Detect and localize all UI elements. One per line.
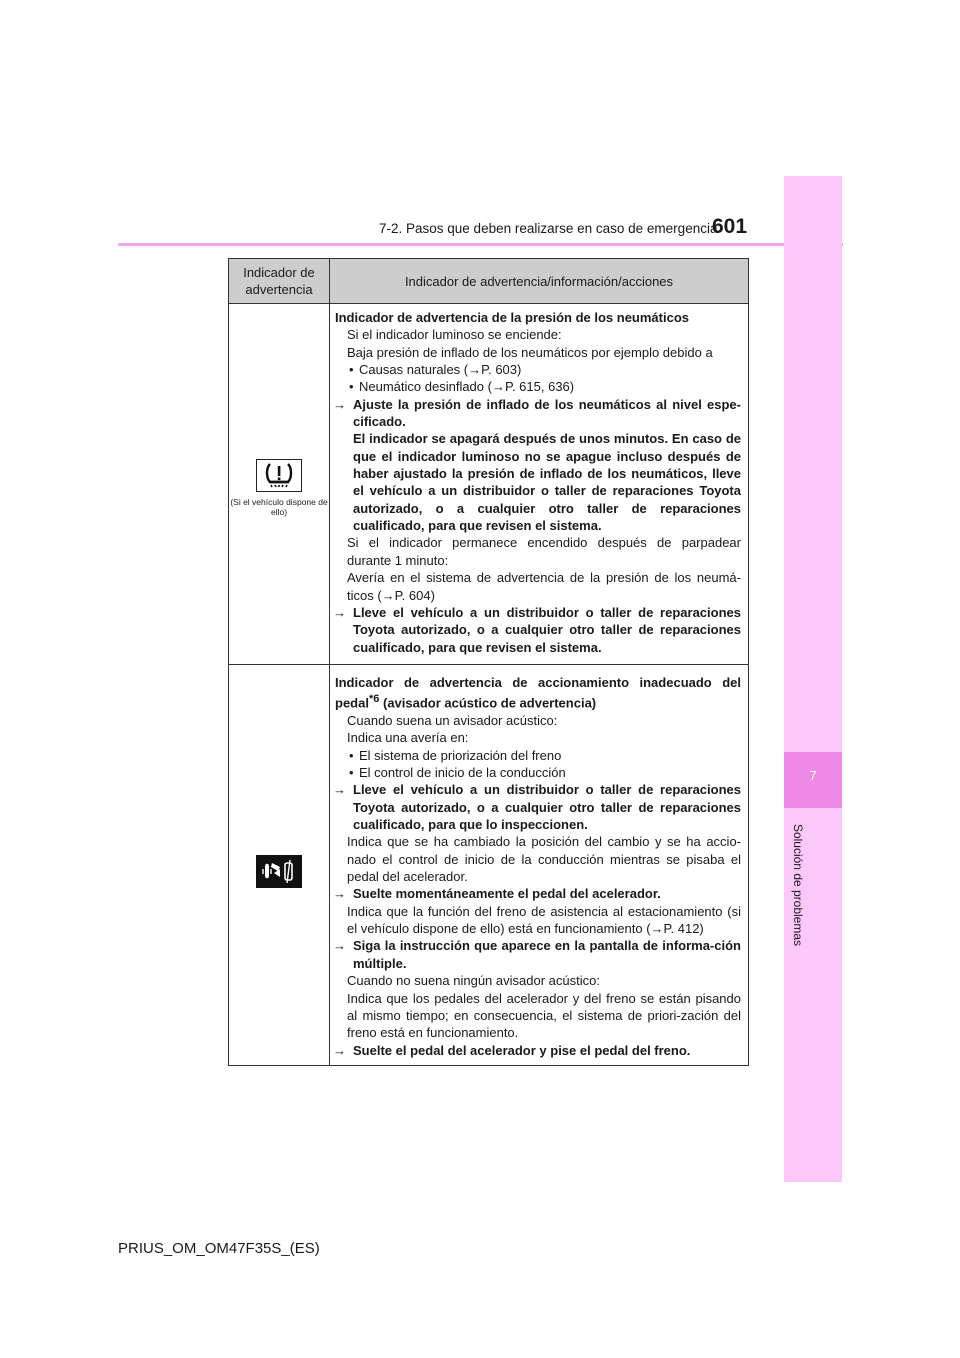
- row-1-bullet: • Neumático desinflado (→P. 615, 636): [347, 378, 741, 395]
- row-2-bullet: • El sistema de priorización del freno: [347, 747, 741, 764]
- tire-pressure-warning-icon: [256, 459, 302, 492]
- section-title: 7-2. Pasos que deben realizarse en caso de emergencia: [379, 221, 718, 236]
- col2-header: Indicador de advertencia/información/acciones: [404, 273, 674, 289]
- row-2-bullet: • El control de inicio de la conducción: [347, 764, 741, 781]
- header-rule: [118, 243, 843, 246]
- document-code: PRIUS_OM_OM47F35S_(ES): [118, 1240, 320, 1257]
- row-2-line: Indica una avería en:: [347, 730, 469, 746]
- row-1-line: Baja presión de inflado de los neumáticos por ejemplo debido a: [347, 344, 713, 360]
- chapter-number: 7: [809, 768, 817, 783]
- row-1-action-detail: El indicador se apagará después de unos minutos. En caso de que el indicador luminoso no se apague incluso después de haber ajustado la presión de inflado de los neumáticos, lleve el vehículo a un distribuidor o taller de reparaciones Toyota autorizado, o a cualquier otro taller de reparaciones cualificado, para que revisen el sistema.: [353, 431, 741, 534]
- row-2-description: [335, 674, 741, 1059]
- row-2-action: → Lleve el vehículo a un distribuidor o taller de reparaciones Toyota autorizado, o a cualquier otro taller de reparaciones cualificado, para que lo inspeccionen.: [335, 781, 741, 833]
- row-2-line: Indica que se ha cambiado la posición del cambio y se ha accio-nado el control de inicio de la conducción mientras se pisaba el pedal del acelerador.: [347, 834, 741, 885]
- row-1-action: → Ajuste la presión de inflado de los neumáticos al nivel espe-cificado.: [335, 396, 741, 431]
- row-2-line: Cuando no suena ningún avisador acústico:: [347, 973, 600, 989]
- row-divider: [229, 664, 748, 665]
- row-2-line: Indica que los pedales del acelerador y del freno se están pisando al mismo tiempo; en consecuencia, el sistema de priori-zación del freno está en funcionamiento.: [347, 990, 741, 1041]
- col1-header: Indicador de advertencia: [243, 265, 315, 297]
- row-2-line: Cuando suena un avisador acústico:: [347, 713, 558, 729]
- row-2-action: → Suelte el pedal del acelerador y pise el pedal del freno.: [335, 1042, 741, 1059]
- row-2-title: [335, 674, 741, 712]
- row-1-action: → Lleve el vehículo a un distribuidor o taller de reparaciones Toyota autorizado, o a cualquier otro taller de reparaciones cualificado, para que revisen el sistema.: [335, 604, 741, 656]
- chapter-label: Solución de problemas: [791, 823, 805, 947]
- table-header: [229, 259, 748, 304]
- row-1-title: Indicador de advertencia de la presión de los neumáticos: [335, 310, 689, 325]
- row-1-line: Si el indicador luminoso se enciende:: [347, 327, 562, 343]
- row-2-action: → Siga la instrucción que aparece en la pantalla de informa-ción múltiple.: [335, 937, 741, 972]
- chapter-tab: [784, 176, 842, 1182]
- row-1-line: Avería en el sistema de advertencia de la presión de los neumá-ticos (→P. 604): [347, 570, 741, 603]
- row-1-bullet: • Causas naturales (→P. 603): [347, 361, 741, 378]
- row-1-line: Si el indicador permanece encendido después de parpadear durante 1 minuto:: [347, 535, 741, 568]
- pedal-warning-icon: [256, 855, 302, 888]
- row-1-description: [335, 309, 741, 656]
- chapter-label-wrap: [790, 818, 808, 958]
- icon-note: (Si el vehículo dispone de ello): [230, 497, 328, 517]
- page-number: 601: [712, 215, 748, 238]
- row-2-title-text: Indicador de advertencia de accionamiento inadecuado del pedal: [335, 675, 741, 711]
- footnote-ref: *6: [368, 693, 380, 706]
- row-2-line: Indica que la función del freno de asistencia al estacionamiento (si el vehículo dispone de ello) está en funcionamiento (→P. 412): [347, 903, 741, 937]
- row-2-action: → Suelte momentáneamente el pedal del acelerador.: [335, 885, 741, 902]
- column-divider: [329, 259, 330, 1065]
- row-2-title-suffix: (avisador acústico de advertencia): [379, 695, 597, 711]
- warning-table: [228, 258, 749, 1066]
